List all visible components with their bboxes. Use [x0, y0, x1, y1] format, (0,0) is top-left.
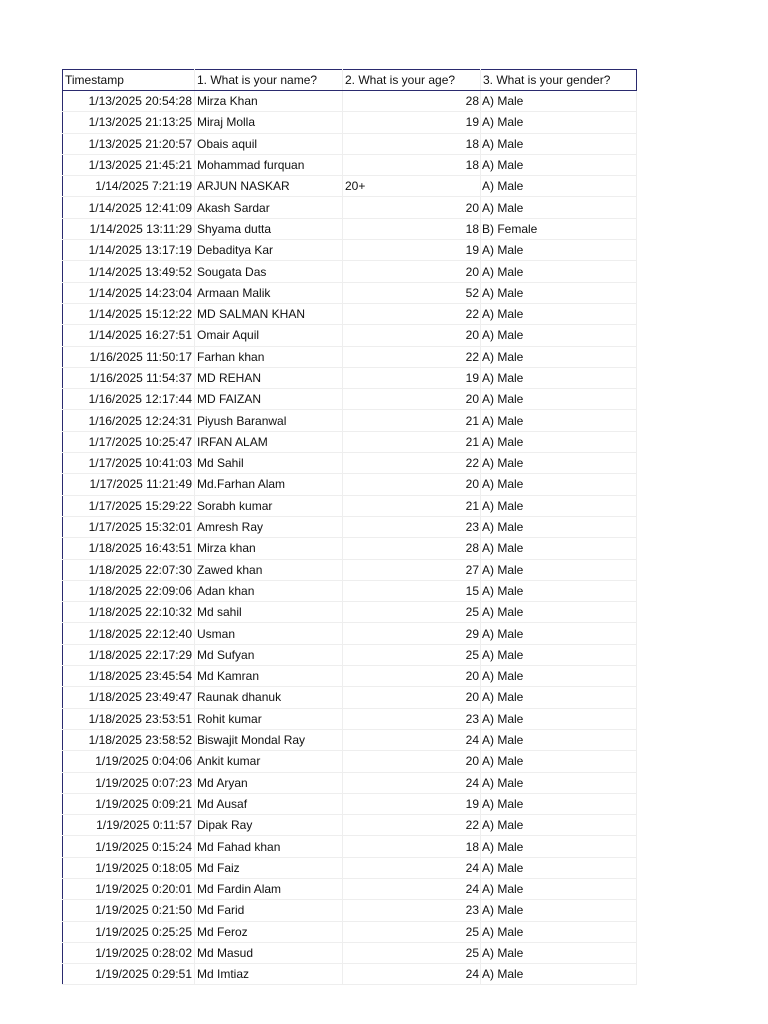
- table-row: [63, 282, 637, 303]
- name-cell[interactable]: Armaan Malik: [195, 282, 343, 303]
- gender-cell[interactable]: A) Male: [481, 431, 637, 452]
- timestamp-cell[interactable]: 1/17/2025 11:21:49: [63, 474, 195, 495]
- gender-cell[interactable]: A) Male: [481, 495, 637, 516]
- gender-cell[interactable]: A) Male: [481, 112, 637, 133]
- table-body: [63, 91, 637, 985]
- age-cell[interactable]: 21: [343, 410, 481, 431]
- name-cell[interactable]: Md Sahil: [195, 453, 343, 474]
- gender-cell[interactable]: A) Male: [481, 282, 637, 303]
- age-cell[interactable]: 24: [343, 772, 481, 793]
- timestamp-cell[interactable]: 1/13/2025 20:54:28: [63, 91, 195, 112]
- timestamp-cell[interactable]: 1/14/2025 12:41:09: [63, 197, 195, 218]
- name-cell[interactable]: Ankit kumar: [195, 751, 343, 772]
- timestamp-cell[interactable]: 1/16/2025 12:17:44: [63, 389, 195, 410]
- gender-cell[interactable]: A) Male: [481, 367, 637, 388]
- table-row: [63, 176, 637, 197]
- age-cell[interactable]: 52: [343, 282, 481, 303]
- timestamp-cell[interactable]: 1/13/2025 21:13:25: [63, 112, 195, 133]
- table-row: [63, 410, 637, 431]
- gender-cell[interactable]: A) Male: [481, 303, 637, 324]
- age-cell[interactable]: 20: [343, 261, 481, 282]
- age-cell[interactable]: 20: [343, 325, 481, 346]
- timestamp-cell[interactable]: 1/18/2025 22:09:06: [63, 580, 195, 601]
- table-row: [63, 367, 637, 388]
- name-cell[interactable]: Md sahil: [195, 602, 343, 623]
- age-cell[interactable]: 20: [343, 389, 481, 410]
- table-row: [63, 474, 637, 495]
- gender-cell[interactable]: A) Male: [481, 538, 637, 559]
- table-row: [63, 389, 637, 410]
- gender-cell[interactable]: A) Male: [481, 751, 637, 772]
- timestamp-cell[interactable]: 1/16/2025 11:50:17: [63, 346, 195, 367]
- name-cell[interactable]: Usman: [195, 623, 343, 644]
- timestamp-cell[interactable]: 1/18/2025 22:12:40: [63, 623, 195, 644]
- gender-cell[interactable]: A) Male: [481, 474, 637, 495]
- gender-cell[interactable]: A) Male: [481, 772, 637, 793]
- gender-cell[interactable]: A) Male: [481, 687, 637, 708]
- age-cell[interactable]: 24: [343, 857, 481, 878]
- name-cell[interactable]: Md.Farhan Alam: [195, 474, 343, 495]
- column-header-timestamp[interactable]: Timestamp: [63, 70, 195, 91]
- gender-cell[interactable]: A) Male: [481, 602, 637, 623]
- name-cell[interactable]: Mirza khan: [195, 538, 343, 559]
- gender-cell[interactable]: A) Male: [481, 623, 637, 644]
- gender-cell[interactable]: A) Male: [481, 921, 637, 942]
- age-cell[interactable]: 19: [343, 240, 481, 261]
- table-row: [63, 495, 637, 516]
- gender-cell[interactable]: A) Male: [481, 516, 637, 537]
- table-row: [63, 772, 637, 793]
- name-cell[interactable]: Md Faiz: [195, 857, 343, 878]
- gender-cell[interactable]: A) Male: [481, 325, 637, 346]
- name-cell[interactable]: Miraj Molla: [195, 112, 343, 133]
- age-cell[interactable]: 19: [343, 112, 481, 133]
- name-cell[interactable]: Farhan khan: [195, 346, 343, 367]
- gender-cell[interactable]: A) Male: [481, 964, 637, 985]
- table-row: [63, 836, 637, 857]
- name-cell[interactable]: Md Aryan: [195, 772, 343, 793]
- name-cell[interactable]: Md Imtiaz: [195, 964, 343, 985]
- timestamp-cell[interactable]: 1/17/2025 15:32:01: [63, 516, 195, 537]
- age-cell[interactable]: 20+: [343, 176, 481, 197]
- timestamp-cell[interactable]: 1/16/2025 12:24:31: [63, 410, 195, 431]
- table-row: [63, 538, 637, 559]
- table-row: [63, 453, 637, 474]
- name-cell[interactable]: Md Ausaf: [195, 793, 343, 814]
- timestamp-cell[interactable]: 1/17/2025 15:29:22: [63, 495, 195, 516]
- gender-cell[interactable]: A) Male: [481, 836, 637, 857]
- gender-cell[interactable]: A) Male: [481, 878, 637, 899]
- timestamp-cell[interactable]: 1/13/2025 21:45:21: [63, 154, 195, 175]
- timestamp-cell[interactable]: 1/14/2025 16:27:51: [63, 325, 195, 346]
- timestamp-cell[interactable]: 1/14/2025 14:23:04: [63, 282, 195, 303]
- gender-cell[interactable]: A) Male: [481, 91, 637, 112]
- timestamp-cell[interactable]: 1/19/2025 0:29:51: [63, 964, 195, 985]
- age-cell[interactable]: 18: [343, 836, 481, 857]
- gender-cell[interactable]: A) Male: [481, 410, 637, 431]
- table-row: [63, 793, 637, 814]
- timestamp-cell[interactable]: 1/19/2025 0:09:21: [63, 793, 195, 814]
- name-cell[interactable]: Md Sufyan: [195, 644, 343, 665]
- gender-cell[interactable]: A) Male: [481, 857, 637, 878]
- age-cell[interactable]: 21: [343, 495, 481, 516]
- gender-cell[interactable]: A) Male: [481, 729, 637, 750]
- column-header-age[interactable]: 2. What is your age?: [343, 70, 481, 91]
- timestamp-cell[interactable]: 1/19/2025 0:07:23: [63, 772, 195, 793]
- age-cell[interactable]: 25: [343, 921, 481, 942]
- timestamp-cell[interactable]: 1/19/2025 0:18:05: [63, 857, 195, 878]
- age-cell[interactable]: 19: [343, 367, 481, 388]
- header-row: [63, 70, 637, 91]
- timestamp-cell[interactable]: 1/18/2025 22:07:30: [63, 559, 195, 580]
- responses-table: [62, 69, 637, 985]
- table-row: [63, 878, 637, 899]
- name-cell[interactable]: Mirza Khan: [195, 91, 343, 112]
- table-row: [63, 900, 637, 921]
- timestamp-cell[interactable]: 1/19/2025 0:21:50: [63, 900, 195, 921]
- timestamp-cell[interactable]: 1/16/2025 11:54:37: [63, 367, 195, 388]
- name-cell[interactable]: MD FAIZAN: [195, 389, 343, 410]
- table-row: [63, 218, 637, 239]
- gender-cell[interactable]: A) Male: [481, 942, 637, 963]
- table-row: [63, 687, 637, 708]
- timestamp-cell[interactable]: 1/14/2025 13:17:19: [63, 240, 195, 261]
- table-row: [63, 964, 637, 985]
- table-row: [63, 580, 637, 601]
- name-cell[interactable]: Dipak Ray: [195, 815, 343, 836]
- name-cell[interactable]: Md Masud: [195, 942, 343, 963]
- timestamp-cell[interactable]: 1/14/2025 7:21:19: [63, 176, 195, 197]
- age-cell[interactable]: 18: [343, 218, 481, 239]
- age-cell[interactable]: 25: [343, 942, 481, 963]
- gender-cell[interactable]: A) Male: [481, 580, 637, 601]
- age-cell[interactable]: 18: [343, 154, 481, 175]
- gender-cell[interactable]: A) Male: [481, 261, 637, 282]
- timestamp-cell[interactable]: 1/19/2025 0:20:01: [63, 878, 195, 899]
- timestamp-cell[interactable]: 1/18/2025 16:43:51: [63, 538, 195, 559]
- name-cell[interactable]: ARJUN NASKAR: [195, 176, 343, 197]
- timestamp-cell[interactable]: 1/19/2025 0:04:06: [63, 751, 195, 772]
- age-cell[interactable]: 20: [343, 197, 481, 218]
- age-cell[interactable]: 19: [343, 793, 481, 814]
- timestamp-cell[interactable]: 1/14/2025 13:49:52: [63, 261, 195, 282]
- name-cell[interactable]: Obais aquil: [195, 133, 343, 154]
- table-row: [63, 261, 637, 282]
- timestamp-cell[interactable]: 1/19/2025 0:25:25: [63, 921, 195, 942]
- age-cell[interactable]: 20: [343, 666, 481, 687]
- table-row: [63, 921, 637, 942]
- name-cell[interactable]: Md Farid: [195, 900, 343, 921]
- gender-cell[interactable]: A) Male: [481, 815, 637, 836]
- name-cell[interactable]: Biswajit Mondal Ray: [195, 729, 343, 750]
- age-cell[interactable]: 24: [343, 964, 481, 985]
- table-row: [63, 154, 637, 175]
- table-row: [63, 91, 637, 112]
- name-cell[interactable]: Md Feroz: [195, 921, 343, 942]
- table-row: [63, 623, 637, 644]
- table-row: [63, 942, 637, 963]
- age-cell[interactable]: 29: [343, 623, 481, 644]
- gender-cell[interactable]: B) Female: [481, 218, 637, 239]
- age-cell[interactable]: 20: [343, 751, 481, 772]
- timestamp-cell[interactable]: 1/13/2025 21:20:57: [63, 133, 195, 154]
- gender-cell[interactable]: A) Male: [481, 666, 637, 687]
- gender-cell[interactable]: A) Male: [481, 708, 637, 729]
- gender-cell[interactable]: A) Male: [481, 133, 637, 154]
- name-cell[interactable]: Debaditya Kar: [195, 240, 343, 261]
- age-cell[interactable]: 21: [343, 431, 481, 452]
- name-cell[interactable]: Raunak dhanuk: [195, 687, 343, 708]
- table-row: [63, 815, 637, 836]
- age-cell[interactable]: 15: [343, 580, 481, 601]
- age-cell[interactable]: 22: [343, 815, 481, 836]
- table-row: [63, 602, 637, 623]
- age-cell[interactable]: 28: [343, 538, 481, 559]
- spreadsheet: [62, 69, 636, 985]
- table-row: [63, 666, 637, 687]
- table-row: [63, 325, 637, 346]
- table-row: [63, 751, 637, 772]
- age-cell[interactable]: 23: [343, 708, 481, 729]
- name-cell[interactable]: Md Fardin Alam: [195, 878, 343, 899]
- timestamp-cell[interactable]: 1/18/2025 23:53:51: [63, 708, 195, 729]
- column-header-gender[interactable]: 3. What is your gender?: [481, 70, 637, 91]
- age-cell[interactable]: 18: [343, 133, 481, 154]
- name-cell[interactable]: Amresh Ray: [195, 516, 343, 537]
- gender-cell[interactable]: A) Male: [481, 900, 637, 921]
- age-cell[interactable]: 22: [343, 346, 481, 367]
- gender-cell[interactable]: A) Male: [481, 793, 637, 814]
- table-row: [63, 559, 637, 580]
- table-row: [63, 729, 637, 750]
- age-cell[interactable]: 25: [343, 644, 481, 665]
- gender-cell[interactable]: A) Male: [481, 154, 637, 175]
- age-cell[interactable]: 24: [343, 878, 481, 899]
- name-cell[interactable]: Adan khan: [195, 580, 343, 601]
- name-cell[interactable]: Zawed khan: [195, 559, 343, 580]
- name-cell[interactable]: Sorabh kumar: [195, 495, 343, 516]
- table-row: [63, 708, 637, 729]
- column-header-name[interactable]: 1. What is your name?: [195, 70, 343, 91]
- name-cell[interactable]: Sougata Das: [195, 261, 343, 282]
- name-cell[interactable]: Akash Sardar: [195, 197, 343, 218]
- age-cell[interactable]: 25: [343, 602, 481, 623]
- table-row: [63, 133, 637, 154]
- name-cell[interactable]: IRFAN ALAM: [195, 431, 343, 452]
- gender-cell[interactable]: A) Male: [481, 559, 637, 580]
- table-row: [63, 197, 637, 218]
- name-cell[interactable]: MD SALMAN KHAN: [195, 303, 343, 324]
- table-row: [63, 644, 637, 665]
- timestamp-cell[interactable]: 1/17/2025 10:41:03: [63, 453, 195, 474]
- gender-cell[interactable]: A) Male: [481, 176, 637, 197]
- gender-cell[interactable]: A) Male: [481, 644, 637, 665]
- table-row: [63, 431, 637, 452]
- table-row: [63, 516, 637, 537]
- age-cell[interactable]: 28: [343, 91, 481, 112]
- timestamp-cell[interactable]: 1/18/2025 22:17:29: [63, 644, 195, 665]
- table-row: [63, 303, 637, 324]
- timestamp-cell[interactable]: 1/18/2025 23:58:52: [63, 729, 195, 750]
- name-cell[interactable]: MD REHAN: [195, 367, 343, 388]
- age-cell[interactable]: 20: [343, 474, 481, 495]
- age-cell[interactable]: 23: [343, 900, 481, 921]
- gender-cell[interactable]: A) Male: [481, 346, 637, 367]
- name-cell[interactable]: Piyush Baranwal: [195, 410, 343, 431]
- age-cell[interactable]: 24: [343, 729, 481, 750]
- name-cell[interactable]: Omair Aquil: [195, 325, 343, 346]
- timestamp-cell[interactable]: 1/17/2025 10:25:47: [63, 431, 195, 452]
- timestamp-cell[interactable]: 1/19/2025 0:11:57: [63, 815, 195, 836]
- name-cell[interactable]: Md Fahad khan: [195, 836, 343, 857]
- name-cell[interactable]: Rohit kumar: [195, 708, 343, 729]
- gender-cell[interactable]: A) Male: [481, 197, 637, 218]
- name-cell[interactable]: Md Kamran: [195, 666, 343, 687]
- timestamp-cell[interactable]: 1/18/2025 23:49:47: [63, 687, 195, 708]
- timestamp-cell[interactable]: 1/18/2025 23:45:54: [63, 666, 195, 687]
- table-row: [63, 857, 637, 878]
- age-cell[interactable]: 23: [343, 516, 481, 537]
- name-cell[interactable]: Mohammad furquan: [195, 154, 343, 175]
- age-cell[interactable]: 22: [343, 303, 481, 324]
- gender-cell[interactable]: A) Male: [481, 240, 637, 261]
- timestamp-cell[interactable]: 1/14/2025 13:11:29: [63, 218, 195, 239]
- timestamp-cell[interactable]: 1/19/2025 0:28:02: [63, 942, 195, 963]
- timestamp-cell[interactable]: 1/19/2025 0:15:24: [63, 836, 195, 857]
- gender-cell[interactable]: A) Male: [481, 453, 637, 474]
- timestamp-cell[interactable]: 1/18/2025 22:10:32: [63, 602, 195, 623]
- age-cell[interactable]: 22: [343, 453, 481, 474]
- age-cell[interactable]: 27: [343, 559, 481, 580]
- table-row: [63, 240, 637, 261]
- timestamp-cell[interactable]: 1/14/2025 15:12:22: [63, 303, 195, 324]
- age-cell[interactable]: 20: [343, 687, 481, 708]
- gender-cell[interactable]: A) Male: [481, 389, 637, 410]
- table-row: [63, 112, 637, 133]
- name-cell[interactable]: Shyama dutta: [195, 218, 343, 239]
- table-row: [63, 346, 637, 367]
